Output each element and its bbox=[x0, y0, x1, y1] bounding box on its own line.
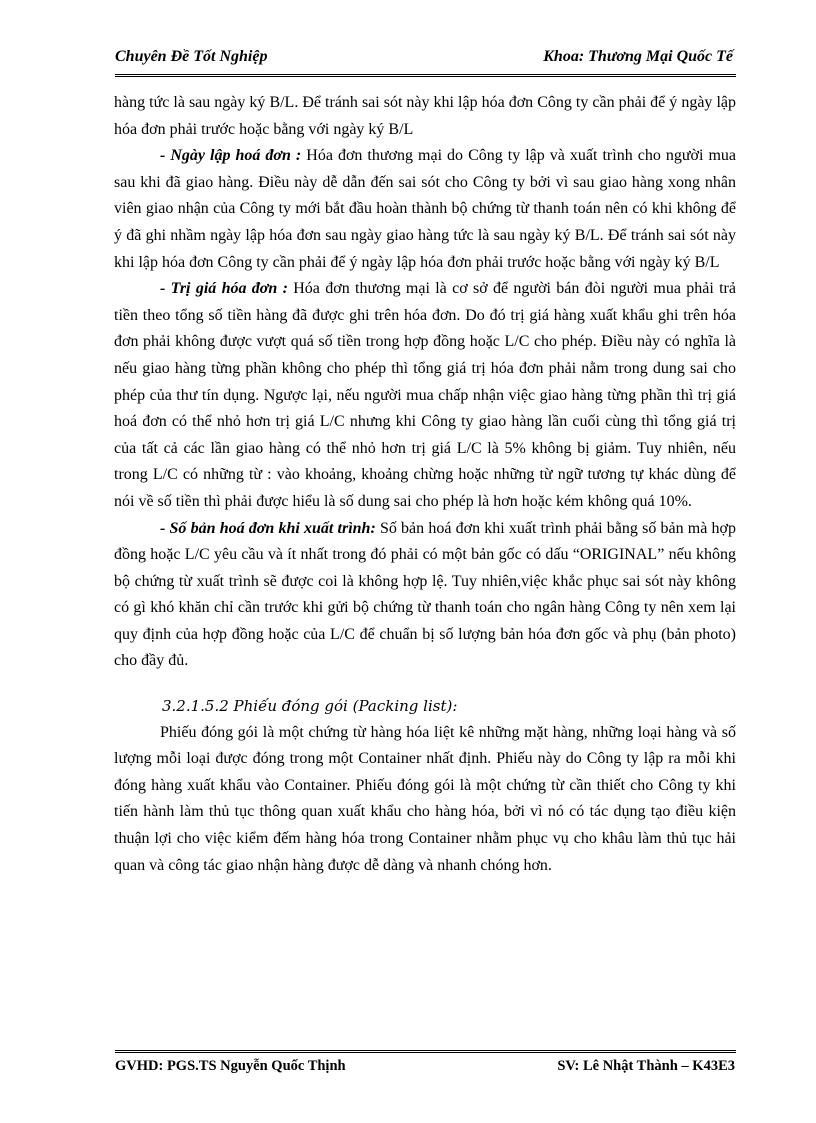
paragraph-packing-list: Phiếu đóng gói là một chứng từ hàng hóa liệt kê những mặt hàng, những loại hàng và số lượng mỗi loại được đóng trong một Container nhất định. Phiếu này do Công ty lập ra mỗi khi đóng hàng xuất khẩu vào Container. Phiếu đóng gói là một chứng từ cần thiết cho Công ty khi tiến hành làm thủ tục thông quan xuất khẩu cho hàng hóa, bởi vì nó có tác dụng tạo điều kiện thuận lợi cho việc kiểm đếm hàng hóa trong Container nhằm phục vụ cho khâu làm thủ tục hải quan và công tác giao nhận hàng được dễ dàng và nhanh chóng hơn. bbox=[114, 723, 736, 874]
page-header bbox=[115, 48, 733, 72]
header-right-faculty: Khoa: Thương Mại Quốc Tế bbox=[543, 48, 733, 65]
page-footer bbox=[115, 1058, 735, 1078]
footer-student: SV: Lê Nhật Thành – K43E3 bbox=[557, 1058, 735, 1074]
header-divider bbox=[115, 74, 736, 80]
term-invoice-value: - Trị giá hóa đơn : bbox=[160, 280, 288, 298]
paragraph-invoice-date bbox=[114, 143, 736, 276]
term-invoice-copies: - Số bản hoá đơn khi xuất trình: bbox=[160, 519, 376, 537]
section-heading-packing-list: 3.2.1.5.2 Phiếu đóng gói (Packing list): bbox=[162, 697, 458, 716]
footer-advisor: GVHD: PGS.TS Nguyễn Quốc Thịnh bbox=[115, 1058, 346, 1074]
paragraph-continuation: hàng tức là sau ngày ký B/L. Để tránh sai sót này khi lập hóa đơn Công ty cần phải để ý ngày lập hóa đơn phải trước hoặc bằng với ngày ký B/L bbox=[114, 94, 736, 138]
header-left-title: Chuyên Đề Tốt Nghiệp bbox=[115, 48, 268, 65]
document-body bbox=[114, 90, 736, 879]
paragraph-invoice-value-text: Hóa đơn thương mại là cơ sở để người bán đòi người mua phải trả tiền theo tổng số tiền hàng đã được ghi trên hóa đơn. Do đó trị giá hàng xuất khẩu ghi trên hóa đơn phải không được vượt quá số tiền trong hợp đồng hoặc L/C cho phép. Điều này có nghĩa là nếu giao hàng từng phần không cho phép thì tổng giá trị hóa đơn phải nằm trong dung sai cho phép của thư tín dụng. Ngược lại, nếu người mua chấp nhận việc giao hàng từng phần thì trị giá hoá đơn có thể nhỏ hơn trị giá L/C nhưng khi Công ty giao hàng lần cuối cùng thì tổng giá trị của tất cả các lần giao hàng có thể nhỏ hơn trị giá L/C là 5% không bị giảm. Tuy nhiên, nếu trong L/C có những từ : vào khoảng, khoảng chừng hoặc những từ ngữ tương tự khác dùng để nói về số tiền thì phải được hiểu là số dung sai cho phép là hơn hoặc kém không quá 10%. bbox=[114, 280, 736, 510]
footer-divider bbox=[115, 1050, 736, 1056]
term-invoice-date: - Ngày lập hoá đơn : bbox=[160, 147, 302, 165]
paragraph-invoice-copies bbox=[114, 516, 736, 676]
paragraph-invoice-value bbox=[114, 276, 736, 515]
paragraph-invoice-copies-text: Số bản hoá đơn khi xuất trình phải bằng số bản mà hợp đồng hoặc L/C yêu cầu và ít nhất trong đó phải có một bản gốc có dấu “ORIGINAL” nếu không bộ chứng từ xuất trình sẽ được coi là không hợp lệ. Tuy nhiên,việc khắc phục sai sót này không có gì khó khăn chỉ cần trước khi gửi bộ chứng từ thanh toán cho ngân hàng Công ty nên xem lại quy định của hợp đồng hoặc của L/C để chuẩn bị số lượng bản hóa đơn gốc và phụ (bản photo) cho đầy đủ. bbox=[114, 519, 737, 670]
paragraph-invoice-date-text: Hóa đơn thương mại do Công ty lập và xuất trình cho người mua sau khi đã giao hàng. Điều này dễ dẫn đến sai sót cho Công ty bởi vì sau giao hàng xong nhân viên giao nhận của Công ty mới bắt đầu hoàn thành bộ chứng từ thanh toán nên có khi không để ý đã ghi nhầm ngày lập hóa đơn sau ngày giao hàng tức là sau ngày ký B/L. Để tránh sai sót này khi lập hóa đơn Công ty cần phải để ý ngày lập hóa đơn phải trước hoặc bằng với ngày ký B/L bbox=[114, 147, 736, 271]
